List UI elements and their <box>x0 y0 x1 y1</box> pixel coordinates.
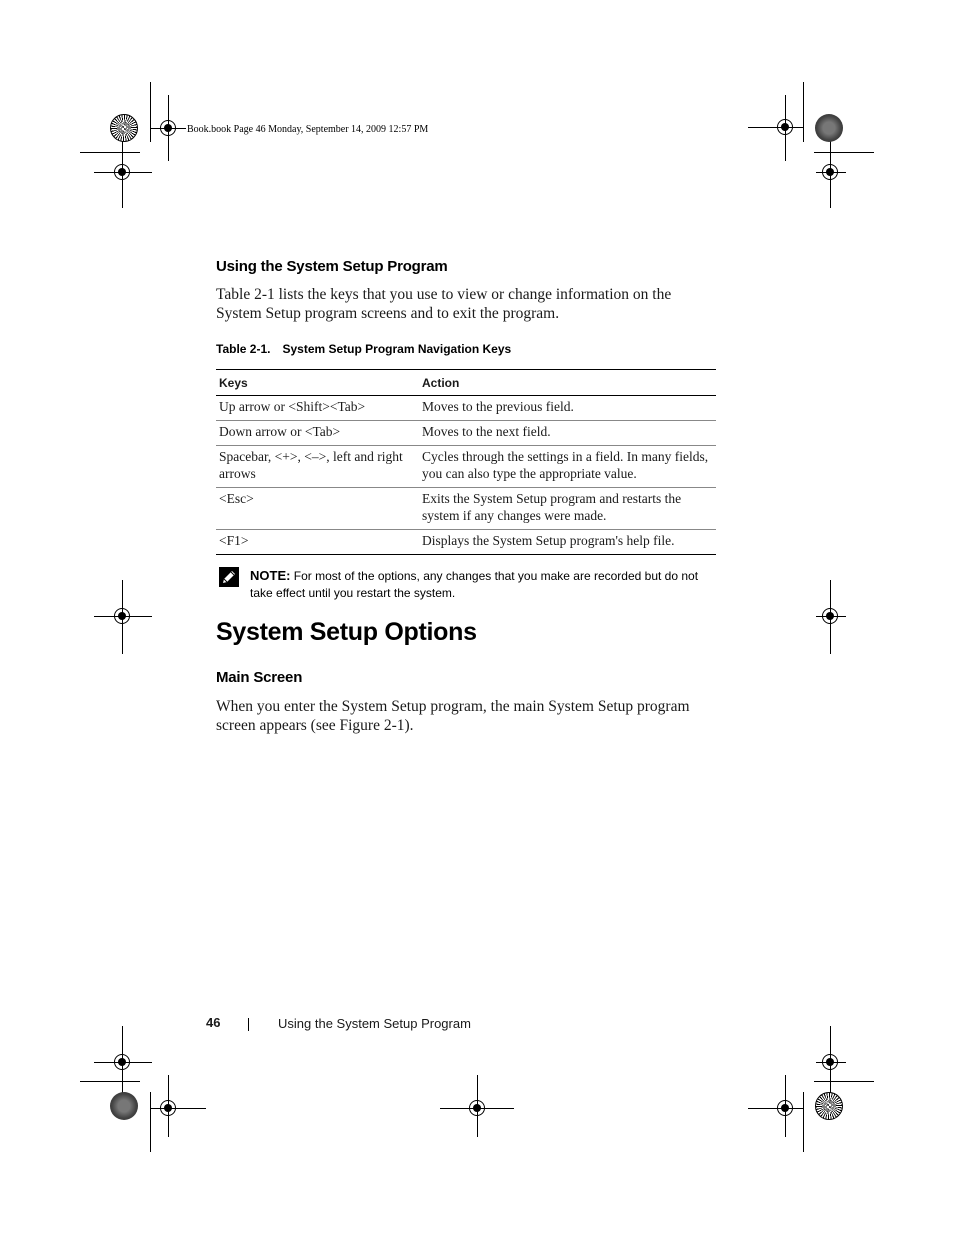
registration-mark-icon <box>775 1098 795 1118</box>
note-box <box>250 567 720 602</box>
table-header-row <box>216 370 716 396</box>
registration-mark-icon <box>820 606 840 626</box>
table-cell-key: Up arrow or <Shift><Tab> <box>216 396 419 421</box>
crop-line <box>814 1081 874 1082</box>
table-row <box>216 488 716 530</box>
print-slug: Book.book Page 46 Monday, September 14, 2009 12:57 PM <box>187 124 429 135</box>
intro-paragraph: Table 2-1 lists the keys that you use to view or change information on the System Setup program screens and to exit the program. <box>216 286 672 322</box>
table-cell-action: Moves to the previous field. <box>419 396 716 421</box>
color-target-icon <box>110 1092 138 1120</box>
table-cell-key: Spacebar, <+>, <–>, left and right arrows <box>216 446 419 488</box>
table-row <box>216 421 716 446</box>
page-number: 46 <box>206 1015 221 1030</box>
registration-mark-icon <box>820 162 840 182</box>
note-text: For most of the options, any changes that you make are recorded but do not take effect until you restart the system. <box>250 569 699 600</box>
registration-mark-icon <box>112 1052 132 1072</box>
column-header-keys: Keys <box>216 370 419 396</box>
table-cell-key: <F1> <box>216 530 419 555</box>
color-target-icon <box>815 1092 843 1120</box>
table-cell-key: <Esc> <box>216 488 419 530</box>
table-caption-number: Table 2-1. <box>216 342 271 356</box>
main-screen-paragraph: When you enter the System Setup program, the main System Setup program screen appears (see Figure 2-1). <box>216 698 690 734</box>
crop-line <box>80 1081 140 1082</box>
registration-mark-icon <box>112 162 132 182</box>
crop-line <box>150 1092 151 1152</box>
crop-line <box>803 82 804 142</box>
table-caption-title: System Setup Program Navigation Keys <box>282 342 512 356</box>
registration-mark-icon <box>158 1098 178 1118</box>
color-target-icon <box>815 114 843 142</box>
table-row <box>216 530 716 555</box>
table-cell-action: Exits the System Setup program and restarts the system if any changes were made. <box>419 488 716 530</box>
section-heading: Using the System Setup Program <box>216 258 448 275</box>
registration-mark-icon <box>467 1098 487 1118</box>
main-screen-heading: Main Screen <box>216 669 303 686</box>
registration-mark-icon <box>820 1052 840 1072</box>
footer-separator <box>248 1018 249 1031</box>
table-cell-action: Displays the System Setup program's help file. <box>419 530 716 555</box>
note-pencil-icon <box>219 567 239 587</box>
table-cell-action: Cycles through the settings in a field. In many fields, you can also type the appropriate value. <box>419 446 716 488</box>
table-row <box>216 396 716 421</box>
running-footer-title: Using the System Setup Program <box>278 1016 471 1031</box>
color-target-icon <box>110 114 138 142</box>
registration-mark-icon <box>775 117 795 137</box>
table-cell-action: Moves to the next field. <box>419 421 716 446</box>
registration-mark-icon <box>112 606 132 626</box>
table-row <box>216 446 716 488</box>
registration-mark-icon <box>158 118 178 138</box>
table-cell-key: Down arrow or <Tab> <box>216 421 419 446</box>
navigation-keys-table <box>216 369 716 555</box>
chapter-heading: System Setup Options <box>216 618 477 646</box>
column-header-action: Action <box>419 370 716 396</box>
crop-line <box>150 82 151 142</box>
crop-line <box>803 1092 804 1152</box>
table-caption <box>216 342 511 356</box>
crop-line <box>80 152 140 153</box>
note-label: NOTE: <box>250 568 291 583</box>
crop-line <box>814 152 874 153</box>
